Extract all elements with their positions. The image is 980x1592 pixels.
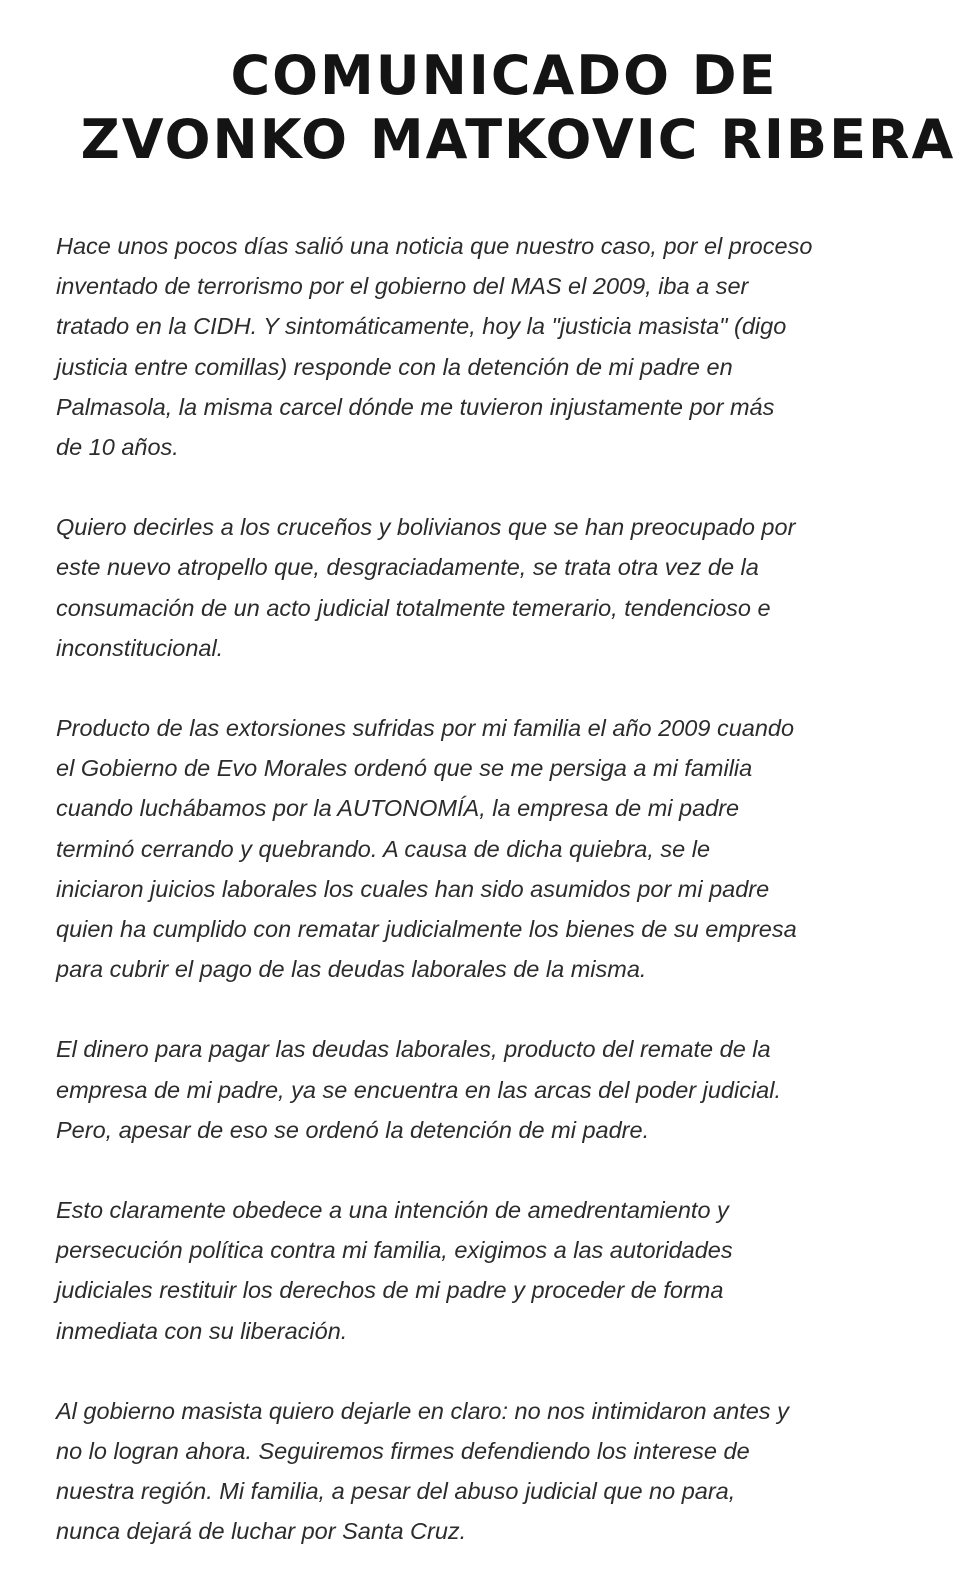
text-line: el Gobierno de Evo Morales ordenó que se me persiga a mi familia — [56, 755, 753, 782]
text-line: Al gobierno masista quiero dejarle en claro: no nos intimidaron antes y — [56, 1397, 789, 1424]
text-line: Pero, apesar de eso se ordenó la detención de mi padre. — [56, 1116, 650, 1143]
text-line: persecución política contra mi familia, exigimos a las autoridades — [56, 1237, 733, 1264]
text-line: iniciaron juicios laborales los cuales han sido asumidos por mi padre — [56, 875, 770, 902]
text-line: nunca dejará de luchar por Santa Cruz. — [56, 1518, 467, 1545]
statement-body — [56, 226, 966, 1592]
page-title — [0, 44, 980, 172]
text-line: Hace unos pocos días salió una noticia que nuestro caso, por el proceso — [56, 233, 813, 259]
text-line: justicia entre comillas) responde con la detención de mi padre en — [56, 353, 733, 380]
text-line: de 10 años. — [56, 434, 179, 461]
text-line: este nuevo atropello que, desgraciadamente, se trata otra vez de la — [56, 554, 759, 581]
paragraph-6 — [56, 1391, 966, 1552]
text-line: judiciales restituir los derechos de mi padre y proceder de forma — [56, 1277, 724, 1304]
text-line: inconstitucional. — [56, 634, 224, 661]
text-line: empresa de mi padre, ya se encuentra en las arcas del poder judicial. — [56, 1076, 781, 1103]
text-line: Producto de las extorsiones sufridas por mi familia el año 2009 cuando — [56, 715, 795, 742]
text-line: cuando luchábamos por la AUTONOMÍA, la empresa de mi padre — [56, 795, 740, 822]
paragraph-1 — [56, 226, 966, 467]
text-line: tratado en la CIDH. Y sintomáticamente, hoy la "justicia masista" (digo — [56, 313, 787, 340]
title-line-2: ZVONKO MATKOVIC RIBERA — [80, 108, 956, 171]
text-line: Quiero decirles a los cruceños y bolivianos que se han preocupado por — [56, 514, 796, 541]
paragraph-5 — [56, 1190, 966, 1351]
text-line: nuestra región. Mi familia, a pesar del abuso judicial que no para, — [56, 1478, 736, 1505]
paragraph-2 — [56, 507, 966, 668]
text-line: Esto claramente obedece a una intención de amedrentamiento y — [56, 1197, 729, 1224]
text-line: no lo logran ahora. Seguiremos firmes defendiendo los interese de — [56, 1438, 750, 1465]
text-line: para cubrir el pago de las deudas laborales de la misma. — [56, 956, 647, 983]
text-line: consumación de un acto judicial totalmente temerario, tendencioso e — [56, 594, 771, 621]
title-line-1: COMUNICADO DE — [230, 44, 778, 107]
text-line: quien ha cumplido con rematar judicialmente los bienes de su empresa — [56, 916, 797, 943]
paragraph-3 — [56, 708, 966, 989]
text-line: El dinero para pagar las deudas laborales, producto del remate de la — [56, 1036, 771, 1063]
text-line: inmediata con su liberación. — [56, 1317, 348, 1344]
paragraph-4 — [56, 1029, 966, 1150]
text-line: Palmasola, la misma carcel dónde me tuvieron injustamente por más — [56, 393, 775, 420]
text-line: inventado de terrorismo por el gobierno del MAS el 2009, iba a ser — [56, 273, 749, 300]
text-line: terminó cerrando y quebrando. A causa de dicha quiebra, se le — [56, 835, 711, 862]
